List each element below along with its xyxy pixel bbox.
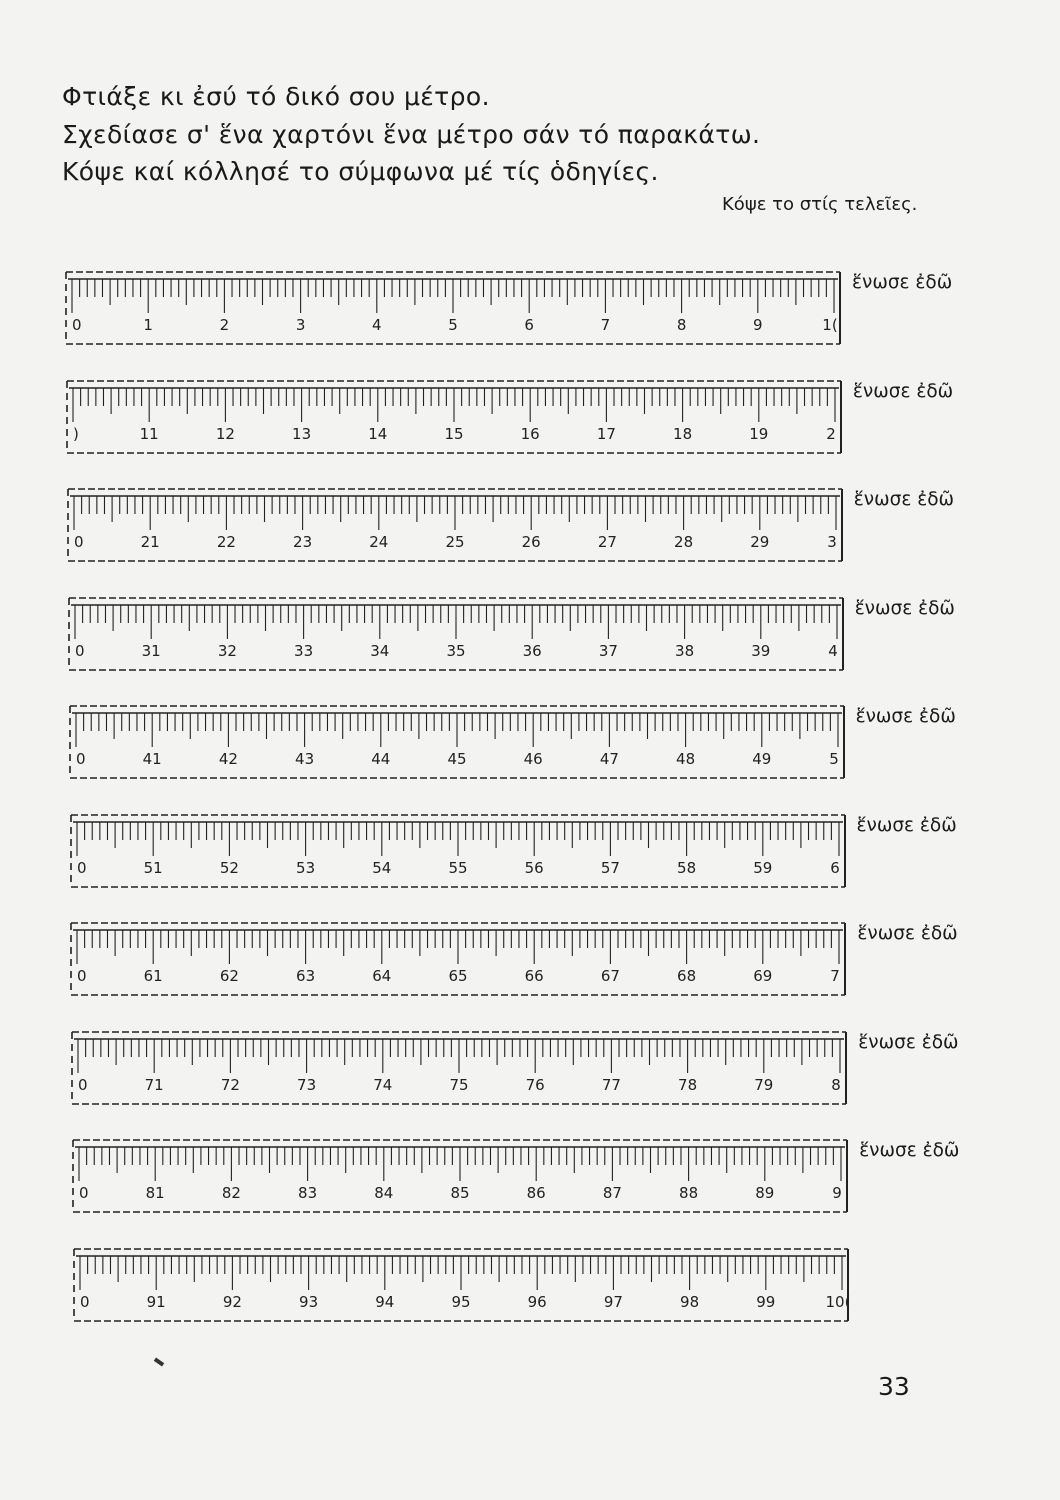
ruler-strip (71, 1138, 847, 1212)
ruler-strip (64, 270, 840, 344)
ruler-drawing (69, 921, 851, 997)
ruler-strip (72, 1247, 851, 1321)
millimetre-ticks (77, 822, 839, 856)
join-here-label: ἕνωσε ἐδῶ (853, 489, 955, 510)
ruler-number-label: 9 (832, 1184, 842, 1202)
ruler-drawing (64, 270, 846, 346)
ruler-number-label: 0 (75, 750, 86, 768)
ruler-number-label: 92 (222, 1292, 243, 1311)
ruler-number-label: 56 (524, 858, 544, 877)
ruler-number-label: 54 (371, 858, 391, 877)
ruler-number-label: 79 (754, 1075, 774, 1094)
ruler-number-label: 45 (447, 750, 467, 768)
ruler-number-label: 89 (755, 1184, 775, 1202)
ruler-number-label: 9 (753, 316, 763, 334)
join-here-label: ἕνωσε ἐδῶ (855, 706, 956, 727)
ruler-strip (70, 1030, 846, 1104)
ruler-number-label: 69 (753, 967, 773, 985)
ruler-number-label: 46 (523, 750, 543, 768)
ruler-number-label: 29 (750, 533, 770, 551)
ruler-number-label: 58 (676, 858, 696, 877)
ruler-number-label: 96 (527, 1292, 547, 1311)
ruler-number-label: 36 (522, 641, 542, 660)
ruler-number-label: 7 (830, 967, 841, 985)
ruler-number-label: 35 (446, 641, 466, 660)
ruler-number-label: 84 (374, 1184, 394, 1202)
ruler-number-label: 57 (600, 858, 620, 877)
ruler-number-label: 82 (222, 1184, 242, 1202)
ruler-number-label: 94 (375, 1292, 395, 1311)
ruler-number-label: 38 (674, 641, 694, 660)
ruler-number-label: 2 (826, 424, 836, 443)
ruler-number-label: 0 (77, 967, 87, 985)
page-number: 33 (878, 1372, 910, 1401)
instruction-line-3: Κόψε καί κόλλησέ το σύμφωνα μέ τίς ὁδηγίες. (62, 157, 659, 186)
ruler-number-label: 28 (673, 533, 693, 551)
instruction-line-1: Φτιάξε κι ἐσύ τό δικό σου μέτρο. (62, 82, 490, 111)
join-here-label: ἕνωσε ἐδῶ (858, 1031, 959, 1053)
ruler-number-label: 66 (525, 967, 545, 985)
ruler-number-label: 6 (829, 858, 840, 877)
ruler-number-label: 15 (444, 424, 464, 443)
ruler-number-label: 67 (601, 967, 621, 985)
millimetre-ticks (74, 496, 836, 530)
ruler-drawing (72, 1247, 854, 1323)
ruler-number-label: 5 (448, 316, 458, 334)
ruler-number-label: 71 (144, 1075, 165, 1094)
millimetre-ticks (76, 713, 838, 747)
ruler-strip (69, 921, 845, 995)
ruler-number-label: 88 (679, 1184, 699, 1202)
ruler-number-label: 77 (602, 1075, 622, 1094)
join-here-label: ἕνωσε ἐδῶ (857, 923, 958, 944)
ruler-number-label: 39 (750, 641, 771, 660)
ruler-number-label: 34 (369, 641, 390, 660)
ruler-number-label: 62 (220, 967, 240, 985)
ruler-number-label: 26 (521, 533, 541, 551)
ruler-number-label: 43 (294, 750, 314, 768)
ruler-number-label: 76 (525, 1075, 546, 1094)
ruler-number-label: 48 (675, 750, 695, 768)
ruler-number-label: 3 (295, 316, 306, 334)
ruler-drawing (67, 596, 849, 672)
ruler-number-label: 83 (298, 1184, 318, 1202)
join-here-label: ἕνωσε ἐδῶ (852, 380, 954, 402)
millimetre-ticks (79, 1147, 841, 1181)
ruler-number-label: 44 (370, 750, 390, 768)
ruler-number-label: 4 (372, 316, 382, 334)
ruler-number-label: 41 (142, 750, 162, 768)
ruler-number-label: 12 (215, 424, 235, 443)
ruler-number-label: 85 (450, 1184, 470, 1202)
ruler-number-label: 47 (599, 750, 619, 768)
ruler-number-label: 16 (520, 424, 540, 443)
ruler-drawing (69, 813, 851, 889)
ruler-number-label: 8 (676, 316, 687, 334)
stray-pen-mark (154, 1357, 164, 1366)
ruler-number-label: 93 (299, 1292, 319, 1311)
ruler-number-label: 32 (217, 641, 237, 660)
ruler-strip (66, 487, 842, 561)
ruler-drawing (65, 379, 847, 455)
cut-along-dots-note: Κόψε το στίς τελεῖες. (722, 194, 918, 215)
ruler-number-label: 1 (143, 316, 153, 334)
ruler-number-label: 27 (597, 533, 617, 551)
ruler-drawing (70, 1030, 852, 1106)
ruler-strip (65, 379, 841, 453)
ruler-number-label: 31 (141, 641, 161, 660)
ruler-number-label: 0 (76, 858, 87, 877)
millimetre-ticks (75, 605, 837, 639)
ruler-number-label: 0 (72, 316, 82, 334)
ruler-number-label: 24 (369, 533, 389, 551)
ruler-number-label: 53 (295, 858, 315, 877)
ruler-number-label: 23 (292, 533, 312, 551)
ruler-number-label: 0 (74, 641, 85, 660)
ruler-number-label: 0 (80, 1292, 90, 1311)
ruler-number-label: 91 (146, 1292, 166, 1311)
ruler-number-label: 81 (145, 1184, 165, 1202)
ruler-number-label: 95 (451, 1292, 471, 1311)
ruler-number-label: 8 (831, 1075, 842, 1094)
ruler-number-label: 11 (139, 424, 159, 443)
ruler-number-label: 25 (445, 533, 465, 551)
ruler-strip (69, 813, 845, 887)
ruler-number-label: 61 (144, 967, 164, 985)
millimetre-ticks (77, 930, 839, 964)
join-here-label: ἕνωσε ἐδῶ (854, 597, 955, 619)
instruction-line-2: Σχεδίασε σ' ἕνα χαρτόνι ἕνα μέτρο σάν τό παρακάτω. (62, 120, 761, 149)
ruler-number-label: 73 (297, 1075, 317, 1094)
ruler-number-label: 55 (447, 858, 468, 877)
ruler-number-label: 87 (603, 1184, 623, 1202)
ruler-number-label: 0 (79, 1184, 89, 1202)
join-here-label: ἕνωσε ἐδῶ (856, 814, 957, 836)
ruler-number-label: 52 (219, 858, 239, 877)
millimetre-ticks (73, 388, 835, 422)
ruler-number-label: 0 (78, 1075, 88, 1094)
ruler-number-label: 99 (756, 1292, 776, 1311)
ruler-number-label: 0 (73, 533, 84, 551)
ruler-number-label: 3 (827, 533, 837, 551)
millimetre-ticks (78, 1039, 840, 1073)
ruler-drawing (68, 704, 850, 780)
ruler-drawing (66, 487, 848, 563)
ruler-number-label: 37 (598, 641, 618, 660)
ruler-number-label: 42 (218, 750, 238, 768)
ruler-number-label: 65 (448, 967, 468, 985)
ruler-number-label: 2 (219, 316, 230, 334)
ruler-number-label: 64 (372, 967, 392, 985)
ruler-number-label: 6 (524, 316, 534, 334)
ruler-number-label: 10( (825, 1292, 851, 1311)
ruler-strip (68, 704, 844, 778)
ruler-number-label: 97 (603, 1292, 624, 1311)
ruler-number-label: 86 (526, 1184, 546, 1202)
join-here-label: ἕνωσε ἐδῶ (859, 1140, 960, 1161)
ruler-number-label: 33 (293, 641, 313, 660)
ruler-drawing (71, 1138, 853, 1214)
ruler-number-label: 1( (822, 316, 838, 334)
ruler-number-label: 21 (140, 533, 160, 551)
ruler-number-label: 74 (373, 1075, 393, 1094)
ruler-number-label: 14 (368, 424, 388, 443)
ruler-number-label: 75 (449, 1075, 469, 1094)
ruler-number-label: 5 (828, 750, 839, 768)
millimetre-ticks (72, 279, 834, 313)
join-here-label: ἕνωσε ἐδῶ (852, 272, 953, 293)
ruler-number-label: 17 (596, 424, 616, 443)
ruler-number-label: 19 (749, 424, 769, 443)
ruler-number-label: 98 (680, 1292, 700, 1311)
ruler-number-label: ) (72, 424, 79, 443)
ruler-number-label: 22 (216, 533, 236, 551)
ruler-strip (67, 596, 843, 670)
ruler-number-label: 4 (827, 641, 838, 660)
ruler-number-label: 51 (143, 858, 163, 877)
ruler-number-label: 13 (291, 424, 312, 443)
millimetre-ticks (80, 1256, 842, 1290)
ruler-number-label: 63 (296, 967, 316, 985)
ruler-number-label: 59 (752, 858, 772, 877)
ruler-number-label: 7 (600, 316, 611, 334)
ruler-number-label: 72 (221, 1075, 241, 1094)
ruler-number-label: 78 (678, 1075, 698, 1094)
ruler-number-label: 68 (677, 967, 697, 985)
ruler-number-label: 18 (672, 424, 693, 443)
ruler-number-label: 49 (751, 750, 771, 768)
